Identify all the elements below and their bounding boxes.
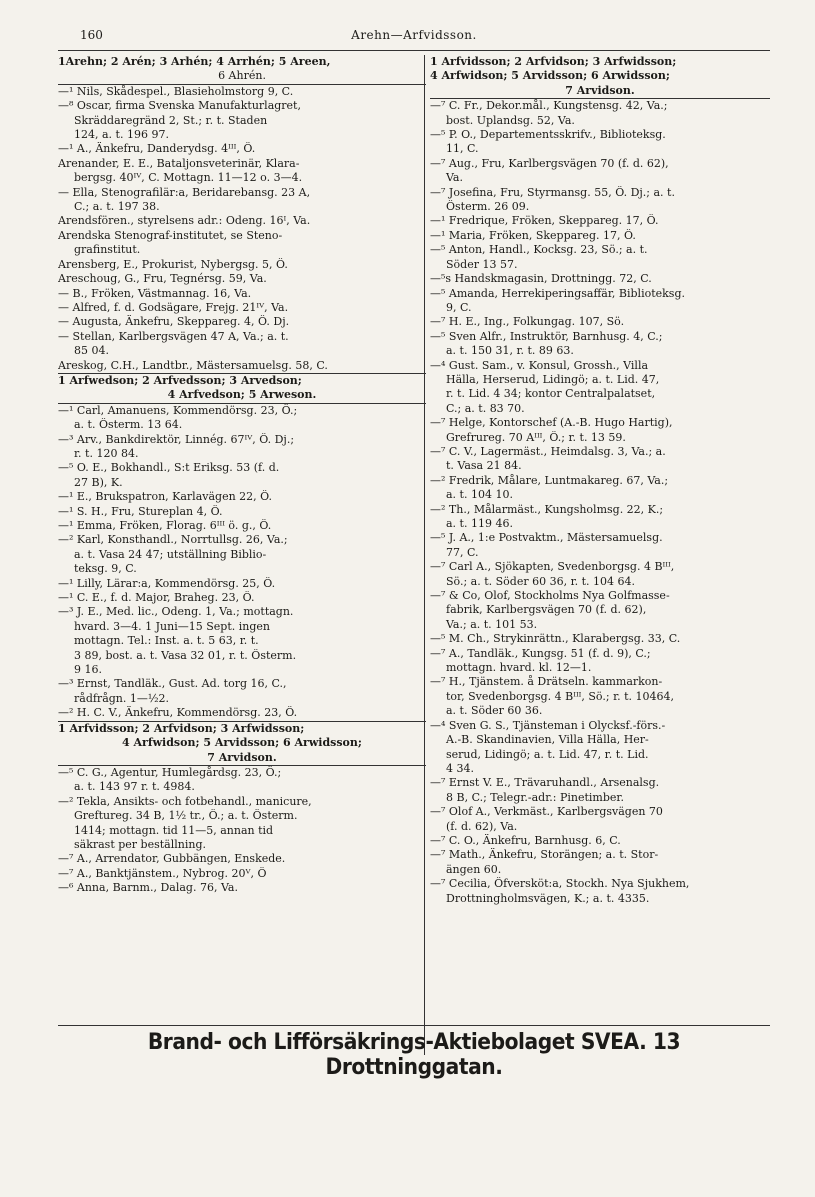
- directory-entry-line: —¹ Nils, Skådespel., Blasieholmstorg 9, C.: [58, 84, 294, 98]
- directory-entry-line: —¹ Lilly, Lärar:a, Kommendörsg. 25, Ö.: [58, 576, 276, 590]
- directory-entry-line: 11, C.: [446, 142, 479, 156]
- directory-entry-line: —⁷ & Co, Olof, Stockholms Nya Golfmasse-: [430, 589, 670, 603]
- directory-entry-line: —⁵ P. O., Departementsskrifv., Biblioteksg.: [430, 128, 666, 142]
- directory-entry-line: 77, C.: [446, 545, 479, 559]
- directory-entry-line: — B., Fröken, Västmannag. 16, Va.: [58, 286, 252, 300]
- running-title: Arehn—Arfvidsson.: [351, 28, 477, 42]
- directory-entry-line: a. t. 143 97 r. t. 4984.: [74, 780, 195, 794]
- directory-entry-line: fabrik, Karlbergsvägen 70 (f. d. 62),: [446, 603, 647, 617]
- directory-entry-line: —¹ Maria, Fröken, Skeppareg. 17, Ö.: [430, 228, 636, 242]
- directory-entry-line: 4 Arfvedson; 5 Arweson.: [58, 388, 426, 403]
- directory-entry-line: —⁷ Helge, Kontorschef (A.-B. Hugo Hartig),: [430, 416, 673, 430]
- directory-entry-line: —⁷ Aug., Fru, Karlbergsvägen 70 (f. d. 62),: [430, 156, 669, 170]
- directory-entry-line: a. t. Söder 60 36.: [446, 704, 543, 718]
- directory-entry-line: 6 Ahrén.: [58, 69, 426, 84]
- directory-entry-line: —⁷ Math., Änkefru, Storängen; a. t. Stor-: [430, 848, 659, 862]
- directory-entry-line: Arendska Stenograf-institutet, se Steno-: [58, 228, 283, 242]
- directory-entry-line: —⁶ Anna, Barnm., Dalag. 76, Va.: [58, 881, 238, 895]
- directory-entry-line: —⁷ Ernst V. E., Trävaruhandl., Arsenalsg.: [430, 776, 660, 790]
- directory-entry-line: —¹ Carl, Amanuens, Kommendörsg. 23, Ö.;: [58, 403, 298, 417]
- directory-entry-line: 124, a. t. 196 97.: [74, 128, 169, 142]
- directory-entry-line: 1 Arfvidsson; 2 Arfvidson; 3 Arfwidsson;: [58, 721, 305, 735]
- directory-entry-line: Va.; a. t. 101 53.: [446, 617, 538, 631]
- directory-entry-line: 9 16.: [74, 663, 102, 677]
- directory-entry-line: —⁵s Handskmagasin, Drottningg. 72, C.: [430, 272, 652, 286]
- directory-entry-line: Skräddaregränd 2, St.; r. t. Staden: [74, 113, 268, 127]
- directory-entry-line: —¹ Emma, Fröken, Florag. 6ᴵᴵᴵ ö. g., Ö.: [58, 519, 272, 532]
- directory-entry-line: —¹ Fredrique, Fröken, Skeppareg. 17, Ö.: [430, 214, 659, 228]
- directory-entry-line: Sö.; a. t. Söder 60 36, r. t. 104 64.: [446, 574, 636, 588]
- directory-entry-line: teksg. 9, C.: [74, 562, 137, 576]
- directory-entry-line: —⁷ Josefina, Fru, Styrmansg. 55, Ö. Dj.; a. t.: [430, 185, 675, 199]
- directory-entry-line: ängen 60.: [446, 862, 502, 876]
- directory-entry-line: —⁵ O. E., Bokhandl., S:t Eriksg. 53 (f. d.: [58, 461, 280, 475]
- directory-entry-line: 7 Arvidson.: [58, 751, 426, 766]
- running-head: [58, 22, 770, 50]
- directory-entry-line: säkrast per beställning.: [74, 837, 206, 851]
- directory-entry-line: C.; a. t. 83 70.: [446, 401, 525, 415]
- directory-entry-line: —⁷ A., Tandläk., Kungsg. 51 (f. d. 9), C.;: [430, 646, 651, 660]
- directory-entry-line: —² Karl, Konsthandl., Norrtullsg. 26, Va.;: [58, 533, 288, 547]
- directory-entry-line: Va.: [446, 171, 463, 185]
- directory-entry-line: —¹ A., Änkefru, Danderydsg. 4ᴵᴵᴵ, Ö.: [58, 142, 256, 156]
- directory-entry-line: —³ Ernst, Tandläk., Gust. Ad. torg 16, C.,: [58, 677, 287, 691]
- column-divider: [424, 55, 425, 1055]
- directory-entry-line: —⁵ Anton, Handl., Kocksg. 23, Sö.; a. t.: [430, 243, 648, 257]
- directory-entry-line: —⁵ Sven Alfr., Instruktör, Barnhusg. 4, C.;: [430, 329, 663, 343]
- header-rule: [58, 50, 770, 51]
- directory-entry-line: —⁷ H., Tjänstem. å Drätseln. kammarkon-: [430, 675, 663, 689]
- directory-entry-line: —² Th., Målarmäst., Kungsholmsg. 22, K.;: [430, 502, 664, 516]
- directory-entry-line: 3 89, bost. a. t. Vasa 32 01, r. t. Österm.: [74, 648, 297, 662]
- page-number: 160: [80, 28, 103, 42]
- directory-entry-line: 4 Arfwidson; 5 Arvidsson; 6 Arwidsson;: [430, 69, 670, 83]
- directory-entry-line: —³ J. E., Med. lic., Odeng. 1, Va.; mottagn.: [58, 605, 294, 619]
- directory-entry-line: —⁵ Amanda, Herrekiperingsaffär, Biblioteksg.: [430, 286, 685, 300]
- directory-entry-line: a. t. 104 10.: [446, 488, 513, 502]
- directory-entry-line: —⁷ C. Fr., Dekor.mål., Kungstensg. 42, Va.;: [430, 99, 668, 113]
- directory-entry-line: —⁷ A., Banktjänstem., Nybrog. 20ⱽ, Ö: [58, 866, 267, 880]
- directory-entry-line: 1 Arfwedson; 2 Arfvedsson; 3 Arvedson;: [58, 373, 302, 387]
- directory-entry-line: a. t. Vasa 24 47; utställning Biblio-: [74, 547, 267, 561]
- directory-entry-line: A.-B. Skandinavien, Villa Hälla, Her-: [446, 733, 649, 747]
- right-column: [430, 55, 770, 906]
- directory-entry-line: — Ella, Stenografilär:a, Beridarebansg. 23 A,: [58, 185, 311, 199]
- directory-entry-line: —⁴ Gust. Sam., v. Konsul, Grossh., Villa: [430, 358, 649, 372]
- directory-entry-line: —⁵ J. A., 1:e Postvaktm., Mästersamuelsg.: [430, 531, 663, 545]
- directory-page: [58, 22, 770, 1055]
- directory-entry-line: 85 04.: [74, 344, 109, 358]
- left-column: [58, 55, 426, 896]
- directory-entry-line: Grefrureg. 70 Aᴵᴵᴵ, Ö.; r. t. 13 59.: [446, 430, 626, 444]
- directory-entry-line: —⁷ Carl A., Sjökapten, Svedenborgsg. 4 Bᴵᴵᴵ,: [430, 560, 675, 574]
- directory-entry-line: —⁵ M. Ch., Strykinrättn., Klarabergsg. 33, C.: [430, 632, 681, 646]
- directory-entry-line: 8 B, C.; Telegr.-adr.: Pinetimber.: [446, 790, 624, 804]
- directory-entry-line: Arendsfören., styrelsens adr.: Odeng. 16ᴵ, Va.: [58, 214, 311, 228]
- footer-rule: [58, 1025, 770, 1026]
- directory-entry-line: Arensberg, E., Prokurist, Nybergsg. 5, Ö.: [58, 257, 288, 271]
- directory-entry-line: r. t. 120 84.: [74, 446, 139, 460]
- directory-entry-line: Söder 13 57.: [446, 257, 518, 271]
- directory-entry-line: 27 B), K.: [74, 475, 123, 489]
- directory-entry-line: —⁵ C. G., Agentur, Humlegårdsg. 23, Ö.;: [58, 765, 282, 779]
- directory-entry-line: Österm. 26 09.: [446, 200, 530, 214]
- directory-entry-line: Areschoug, G., Fru, Tegnérsg. 59, Va.: [58, 272, 267, 286]
- advertisement-banner: Brand- och Lifförsäkrings-Aktiebolaget SVEA. 13 Drottninggatan.: [147, 1030, 681, 1080]
- directory-entry-line: tor, Svedenborgsg. 4 Bᴵᴵᴵ, Sö.; r. t. 10464,: [446, 689, 675, 703]
- directory-entry-line: —⁷ C. O., Änkefru, Barnhusg. 6, C.: [430, 833, 621, 847]
- directory-entry-line: Hälla, Herserud, Lidingö; a. t. Lid. 47,: [446, 372, 660, 386]
- directory-entry-line: 9, C.: [446, 300, 472, 314]
- directory-entry-line: —⁷ A., Arrendator, Gubbängen, Enskede.: [58, 852, 286, 866]
- directory-entry-line: grafinstitut.: [74, 243, 141, 257]
- directory-entry-line: 7 Arvidson.: [430, 84, 770, 99]
- directory-entry-line: bergsg. 40ᴵⱽ, C. Mottagn. 11—12 o. 3—4.: [74, 171, 303, 185]
- directory-entry-line: —¹ S. H., Fru, Stureplan 4, Ö.: [58, 504, 223, 518]
- directory-entry-line: rådfrågn. 1—½2.: [74, 691, 170, 705]
- directory-entry-line: a. t. Österm. 13 64.: [74, 418, 183, 432]
- directory-entry-line: 1Arehn; 2 Arén; 3 Arhén; 4 Arrhén; 5 Areen,: [58, 55, 331, 68]
- directory-entry-line: Arenander, E. E., Bataljonsveterinär, Klara-: [58, 156, 300, 170]
- directory-entry-line: —¹ C. E., f. d. Major, Braheg. 23, Ö.: [58, 591, 255, 605]
- directory-entry-line: —³ Arv., Bankdirektör, Linnég. 67ᴵⱽ, Ö. Dj.;: [58, 432, 295, 446]
- directory-entry-line: —² Fredrik, Målare, Luntmakareg. 67, Va.;: [430, 473, 669, 487]
- directory-entry-line: mottagn. Tel.: Inst. a. t. 5 63, r. t.: [74, 634, 259, 648]
- directory-entry-line: — Augusta, Änkefru, Skeppareg. 4, Ö. Dj.: [58, 315, 290, 329]
- directory-entry-line: —² H. C. V., Änkefru, Kommendörsg. 23, Ö.: [58, 706, 426, 721]
- directory-entry-line: —⁸ Oscar, firma Svenska Manufakturlagret,: [58, 99, 301, 113]
- directory-entry-line: —⁷ Cecilia, Öfversköt:a, Stockh. Nya Sjukhem,: [430, 877, 690, 891]
- directory-entry-line: —⁴ Sven G. S., Tjänsteman i Olycksf.-förs.-: [430, 718, 666, 732]
- directory-entry-line: Areskog, C.H., Landtbr., Mästersamuelsg. 58, C.: [58, 359, 426, 374]
- directory-entry-line: hvard. 3—4. 1 Juni—15 Sept. ingen: [74, 619, 270, 633]
- directory-entry-line: r. t. Lid. 4 34; kontor Centralpalatset,: [446, 387, 656, 401]
- directory-entry-line: a. t. 119 46.: [446, 517, 513, 530]
- directory-entry-line: 4 34.: [446, 761, 474, 775]
- directory-entry-line: — Stellan, Karlbergsvägen 47 A, Va.; a. t.: [58, 329, 289, 343]
- directory-entry-line: Drottningholmsvägen, K.; a. t. 4335.: [446, 891, 650, 905]
- directory-entry-line: serud, Lidingö; a. t. Lid. 47, r. t. Lid.: [446, 747, 649, 761]
- directory-entry-line: 4 Arfwidson; 5 Arvidsson; 6 Arwidsson;: [122, 736, 362, 750]
- directory-entry-line: —² Tekla, Ansikts- och fotbehandl., manicure,: [58, 794, 312, 808]
- directory-entry-line: —⁷ Olof A., Verkmäst., Karlbergsvägen 70: [430, 805, 663, 819]
- columns: [58, 55, 770, 1055]
- directory-entry-line: —⁷ H. E., Ing., Folkungag. 107, Sö.: [430, 315, 625, 329]
- directory-entry-line: mottagn. hvard. kl. 12—1.: [446, 661, 592, 675]
- directory-entry-line: (f. d. 62), Va.: [446, 819, 518, 833]
- directory-entry-line: C.; a. t. 197 38.: [74, 200, 160, 214]
- directory-entry-line: Greftureg. 34 B, 1½ tr., Ö.; a. t. Österm.: [74, 809, 298, 823]
- directory-entry-line: — Alfred, f. d. Godsägare, Frejg. 21ᴵⱽ, Va.: [58, 300, 289, 314]
- directory-entry-line: 1414; mottagn. tid 11—5, annan tid: [74, 823, 274, 837]
- directory-entry-line: a. t. 150 31, r. t. 89 63.: [446, 344, 574, 358]
- directory-entry-line: —¹ E., Brukspatron, Karlavägen 22, Ö.: [58, 490, 273, 504]
- directory-entry-line: 1 Arfvidsson; 2 Arfvidson; 3 Arfwidsson;: [430, 55, 677, 68]
- directory-entry-line: bost. Uplandsg. 52, Va.: [446, 113, 575, 127]
- directory-entry-line: t. Vasa 21 84.: [446, 459, 522, 473]
- directory-entry-line: —⁷ C. V., Lagermäst., Heimdalsg. 3, Va.; a.: [430, 444, 666, 458]
